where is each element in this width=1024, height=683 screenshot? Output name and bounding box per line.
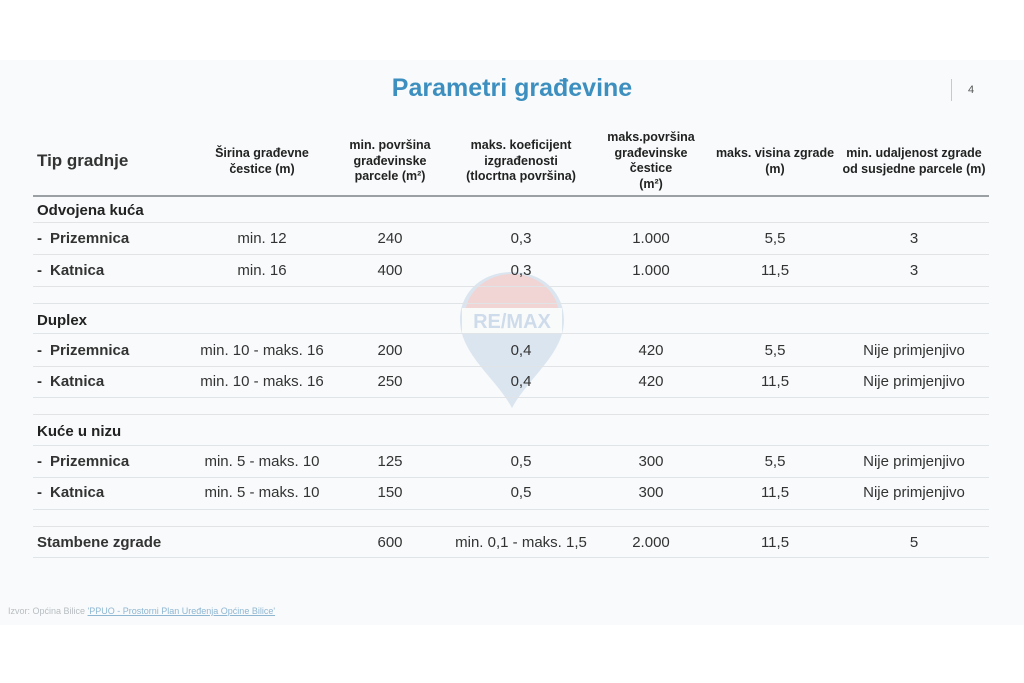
row-divider xyxy=(33,333,989,334)
cell-height: 11,5 xyxy=(760,534,790,551)
cell-width: min. 5 - maks. 10 xyxy=(204,484,320,501)
table-row xyxy=(0,262,1024,282)
header-max-area-line: građevinske xyxy=(614,145,688,160)
source-link[interactable]: 'PPUO - Prostorni Plan Uređenja Općine Bilice' xyxy=(87,606,276,616)
cell-min-area: 400 xyxy=(377,262,403,279)
cell-max-area: 300 xyxy=(638,484,664,501)
table-row xyxy=(0,453,1024,473)
cell-distance: Nije primjenjivo xyxy=(863,373,965,390)
group-divider xyxy=(33,303,989,304)
row-label: Stambene zgrade xyxy=(37,534,162,551)
row-label-text: Prizemnica xyxy=(50,230,130,247)
cell-width: min. 10 - maks. 16 xyxy=(200,373,324,390)
header-divider xyxy=(33,195,989,197)
cell-coefficient: 0,3 xyxy=(510,262,532,279)
group-title-duplex: Duplex xyxy=(37,312,88,329)
header-max-area-line: (m²) xyxy=(639,176,663,191)
cell-height: 11,5 xyxy=(760,262,790,279)
cell-max-area: 1.000 xyxy=(632,262,670,279)
row-divider xyxy=(33,445,989,446)
source-note xyxy=(8,606,275,616)
page-title: Parametri građevine xyxy=(391,74,633,102)
header-type: Tip gradnje xyxy=(37,151,129,170)
group-divider xyxy=(33,414,989,415)
row-label xyxy=(37,230,129,247)
row-label-text: Katnica xyxy=(50,484,105,501)
cell-min-area: 200 xyxy=(377,342,403,359)
cell-distance: Nije primjenjivo xyxy=(863,453,965,470)
cell-coefficient: 0,3 xyxy=(510,230,532,247)
header-coefficient-line: (tlocrtna površina) xyxy=(466,169,576,183)
cell-max-area: 300 xyxy=(638,453,664,470)
group-title-kuce-u-nizu: Kuće u nizu xyxy=(37,423,122,440)
cell-max-area: 420 xyxy=(638,373,664,390)
row-label-text: Prizemnica xyxy=(50,453,130,470)
row-label-text: Katnica xyxy=(50,373,105,390)
cell-width: min. 10 - maks. 16 xyxy=(200,342,324,359)
row-dash: - xyxy=(37,342,42,359)
header-max-area-line: maks.površina xyxy=(607,130,695,144)
row-label-text: Katnica xyxy=(50,262,105,279)
cell-max-area: 1.000 xyxy=(632,230,670,247)
row-label xyxy=(37,484,104,501)
row-dash: - xyxy=(37,262,42,279)
row-divider xyxy=(33,477,989,478)
cell-min-area: 240 xyxy=(377,230,403,247)
row-divider xyxy=(33,557,989,558)
cell-width: min. 12 xyxy=(237,230,287,247)
row-dash: - xyxy=(37,453,42,470)
row-divider xyxy=(33,397,989,398)
cell-max-area: 420 xyxy=(638,342,664,359)
cell-min-area: 250 xyxy=(377,373,403,390)
cell-coefficient: 0,4 xyxy=(510,373,532,390)
row-dash: - xyxy=(37,484,42,501)
source-prefix: Izvor: Općina Bilice xyxy=(8,606,88,616)
cell-width: min. 16 xyxy=(237,262,287,279)
cell-distance: 3 xyxy=(909,230,919,247)
header-max-area-line: čestice xyxy=(629,161,673,175)
cell-min-area: 150 xyxy=(377,484,403,501)
header-distance-line: min. udaljenost zgrade xyxy=(846,146,982,160)
row-dash: - xyxy=(37,373,42,390)
cell-distance: 5 xyxy=(909,534,919,551)
row-label xyxy=(37,342,129,359)
page-number-divider xyxy=(951,79,952,101)
header-width xyxy=(207,146,317,177)
watermark-text: RE/MAX xyxy=(473,311,551,333)
header-min-area-line: građevinske xyxy=(353,153,427,168)
header-width-line: čestice (m) xyxy=(229,161,295,176)
cell-width: min. 5 - maks. 10 xyxy=(204,453,320,470)
row-dash: - xyxy=(37,230,42,247)
row-divider xyxy=(33,254,989,255)
cell-height: 5,5 xyxy=(764,342,786,359)
cell-height: 11,5 xyxy=(760,373,790,390)
cell-height: 5,5 xyxy=(764,230,786,247)
row-divider xyxy=(33,286,989,287)
cell-height: 5,5 xyxy=(764,453,786,470)
cell-height: 11,5 xyxy=(760,484,790,501)
group-divider xyxy=(33,526,989,527)
cell-distance: Nije primjenjivo xyxy=(863,342,965,359)
header-max-area xyxy=(596,130,706,192)
row-label xyxy=(37,373,104,390)
cell-distance: Nije primjenjivo xyxy=(863,484,965,501)
row-label xyxy=(37,262,104,279)
header-min-area xyxy=(334,138,446,185)
row-label-text: Prizemnica xyxy=(50,342,130,359)
header-height-line: maks. visina zgrade xyxy=(715,146,835,160)
row-label xyxy=(37,453,129,470)
cell-coefficient: min. 0,1 - maks. 1,5 xyxy=(455,534,587,551)
header-distance xyxy=(836,146,992,177)
cell-distance: 3 xyxy=(909,262,919,279)
cell-coefficient: 0,4 xyxy=(510,342,532,359)
table-row xyxy=(0,484,1024,504)
row-divider xyxy=(33,509,989,510)
cell-min-area: 600 xyxy=(377,534,403,551)
header-coefficient xyxy=(452,138,590,185)
group-title-odvojena: Odvojena kuća xyxy=(37,202,144,219)
table-row xyxy=(0,230,1024,250)
row-divider xyxy=(33,366,989,367)
header-coefficient-line: maks. koeficijent xyxy=(470,138,572,152)
header-min-area-line: parcele (m²) xyxy=(354,169,426,183)
header-min-area-line: min. površina xyxy=(349,138,431,152)
cell-coefficient: 0,5 xyxy=(510,484,532,501)
cell-coefficient: 0,5 xyxy=(510,453,532,470)
header-height-line: (m) xyxy=(765,161,785,176)
header-coefficient-line: izgrađenosti xyxy=(484,153,558,168)
page-number: 4 xyxy=(968,84,975,96)
table-row-apartment xyxy=(0,534,1024,554)
table-row xyxy=(0,342,1024,362)
header-height xyxy=(708,146,842,177)
cell-min-area: 125 xyxy=(377,453,403,470)
header-distance-line: od susjedne parcele (m) xyxy=(842,161,986,176)
row-divider xyxy=(33,222,989,223)
cell-max-area: 2.000 xyxy=(632,534,670,551)
table-row xyxy=(0,373,1024,393)
header-width-line: Širina građevne xyxy=(215,146,309,160)
